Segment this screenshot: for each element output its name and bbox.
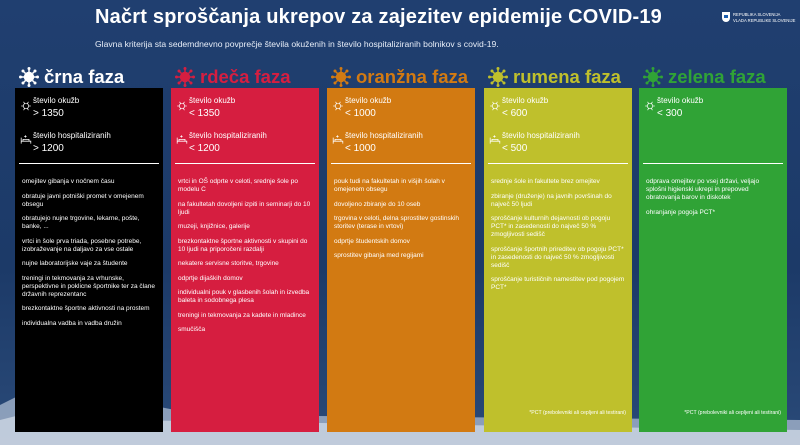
hospital-label: število hospitaliziranih xyxy=(502,131,580,140)
measures-list xyxy=(22,178,157,334)
crest-icon xyxy=(722,12,730,22)
divider xyxy=(331,163,471,164)
pct-footnote: *PCT (prebolevniki ali cepljeni ali testirani) xyxy=(684,410,781,416)
measure-item: treningi in tekmovanja za kadete in mladince xyxy=(178,311,306,319)
logo-line-2: VLADA REPUBLIKE SLOVENIJE xyxy=(733,18,796,23)
measures-list xyxy=(491,178,626,299)
phase-heading xyxy=(488,64,621,90)
phase-column xyxy=(484,88,632,432)
measure-item: sproščanje turističnih namestitev pod pogojem PCT* xyxy=(491,276,625,291)
hospital-value: < 1000 xyxy=(345,143,376,154)
infected-label: število okužb xyxy=(657,96,704,105)
measure-item: dovoljeno zbiranje do 10 oseb xyxy=(334,200,421,208)
measure-item: obratujejo nujne trgovine, lekarne, pošte, banke, ... xyxy=(22,215,140,230)
measure-item: smučišča xyxy=(178,326,206,333)
hospital-label: število hospitaliziranih xyxy=(189,131,267,140)
measure-item: muzeji, knjižnice, galerije xyxy=(178,223,250,230)
phase-column xyxy=(15,88,163,432)
virus-outline-icon xyxy=(644,99,656,111)
measure-item: odprtje študentskih domov xyxy=(334,237,410,245)
divider xyxy=(488,163,628,164)
phase-heading xyxy=(19,64,124,90)
measure-item: srednje šole in fakultete brez omejitev xyxy=(491,178,600,185)
hospital-bed-icon xyxy=(332,133,344,145)
hospital-bed-icon xyxy=(176,133,188,145)
infected-label: število okužb xyxy=(189,96,236,105)
measure-item: nekatere servisne storitve, trgovine xyxy=(178,260,279,267)
measure-item: pouk tudi na fakultetah in višjih šolah v omejenem obsegu xyxy=(334,178,445,193)
measure-item: obratuje javni potniški promet v omejenem obsegu xyxy=(22,192,144,208)
virus-outline-icon xyxy=(176,99,188,111)
phase-heading xyxy=(331,64,468,90)
virus-icon xyxy=(643,67,663,87)
phase-name: oranžna faza xyxy=(356,66,469,87)
measure-item: individualni pouk v glasbenih šolah in izvedba baleta in sodobnega plesa xyxy=(178,289,310,304)
virus-icon xyxy=(331,67,351,87)
measure-item: sproščanje športnih prireditev ob pogoju PCT* in zasedenosti do največ 50 % zmogljivosti sedišč xyxy=(491,245,624,269)
phase-name: zelena faza xyxy=(668,66,766,87)
pct-footnote: *PCT (prebolevniki ali cepljeni ali testirani) xyxy=(529,410,626,416)
virus-icon xyxy=(175,67,195,87)
hospital-label: število hospitaliziranih xyxy=(345,131,423,140)
hospital-value: > 1200 xyxy=(33,143,64,154)
virus-outline-icon xyxy=(332,99,344,111)
measure-item: odprtje dijaških domov xyxy=(178,274,243,282)
measure-item: omejitev gibanja v nočnem času xyxy=(22,178,115,185)
measure-item: sproščanje kulturnih dejavnosti ob pogoju PCT* in zasedenosti do največ 50 % zmogljivosti sedišč xyxy=(491,215,611,238)
phase-name: rumena faza xyxy=(513,66,621,87)
measure-item: brezkontaktne športne aktivnosti v skupini do 10 ljudi na priporočeni razdalji xyxy=(178,237,308,253)
divider xyxy=(19,163,159,164)
phase-column xyxy=(327,88,475,432)
measure-item: zbiranje (druženje) na javnih površinah do največ 50 ljudi xyxy=(491,192,612,208)
hospital-bed-icon xyxy=(489,133,501,145)
logo-line-1: REPUBLIKA SLOVENIJA xyxy=(733,12,781,17)
virus-icon xyxy=(19,67,39,87)
measures-list xyxy=(646,178,781,223)
measure-item: trgovina v celoti, delna sprostitev gostinskih storitev (terase in vrtovi) xyxy=(334,215,460,230)
divider xyxy=(175,163,315,164)
measure-item: brezkontaktne športne aktivnosti na prostem xyxy=(22,305,150,312)
infected-label: število okužb xyxy=(33,96,80,105)
header xyxy=(0,0,800,38)
hospital-value: < 1200 xyxy=(189,143,220,154)
phase-heading xyxy=(175,64,291,90)
measure-item: na fakultetah dovoljeni izpiti in seminarji do 10 ljudi xyxy=(178,200,311,216)
government-logo xyxy=(722,10,796,30)
hospital-label: število hospitaliziranih xyxy=(33,131,111,140)
hospital-value: < 500 xyxy=(502,143,528,154)
infected-value: < 1000 xyxy=(345,108,376,119)
measure-item: nujne laboratorijske vaje za študente xyxy=(22,260,128,267)
page-title: Načrt sproščanja ukrepov za zajezitev epidemije COVID-19 xyxy=(95,6,662,28)
phase-name: črna faza xyxy=(44,66,125,87)
measure-item: ohranjanje pogoja PCT* xyxy=(646,208,716,216)
measures-list xyxy=(334,178,469,267)
infected-value: > 1350 xyxy=(33,108,64,119)
measures-list xyxy=(178,178,313,341)
infected-label: število okužb xyxy=(502,96,549,105)
virus-icon xyxy=(488,67,508,87)
infected-value: < 600 xyxy=(502,108,528,119)
phase-column xyxy=(639,88,787,432)
infected-label: število okužb xyxy=(345,96,392,105)
infected-value: < 1350 xyxy=(189,108,220,119)
virus-outline-icon xyxy=(20,99,32,111)
phase-name: rdeča faza xyxy=(200,66,291,87)
measure-item: individualna vadba in vadba družin xyxy=(22,319,122,327)
page-subtitle: Glavna kriterija sta sedemdnevno povprečje števila okuženih in število hospitaliziranih bolnikov s covid-19. xyxy=(95,39,499,49)
measure-item: vrtci in šole prva triada, posebne potrebe, izobraževanje na daljavo za vse ostale xyxy=(22,237,142,253)
divider xyxy=(643,163,783,164)
virus-outline-icon xyxy=(489,99,501,111)
measure-item: sprostitev gibanja med regijami xyxy=(334,252,424,259)
infected-value: < 300 xyxy=(657,108,683,119)
measure-item: odprava omejitev po vsej državi, veljajo splošni higienski ukrepi in prepoved obratovanja barov in diskotek xyxy=(646,178,760,201)
hospital-bed-icon xyxy=(20,133,32,145)
measure-item: vrtci in OŠ odprte v celoti, srednje šole po modelu C xyxy=(178,178,298,193)
phase-column xyxy=(171,88,319,432)
phase-heading xyxy=(643,64,766,90)
measure-item: treningi in tekmovanja za vrhunske, perspektivne in poklicne športnike ter za člane državnih reprezentanc xyxy=(22,274,155,298)
